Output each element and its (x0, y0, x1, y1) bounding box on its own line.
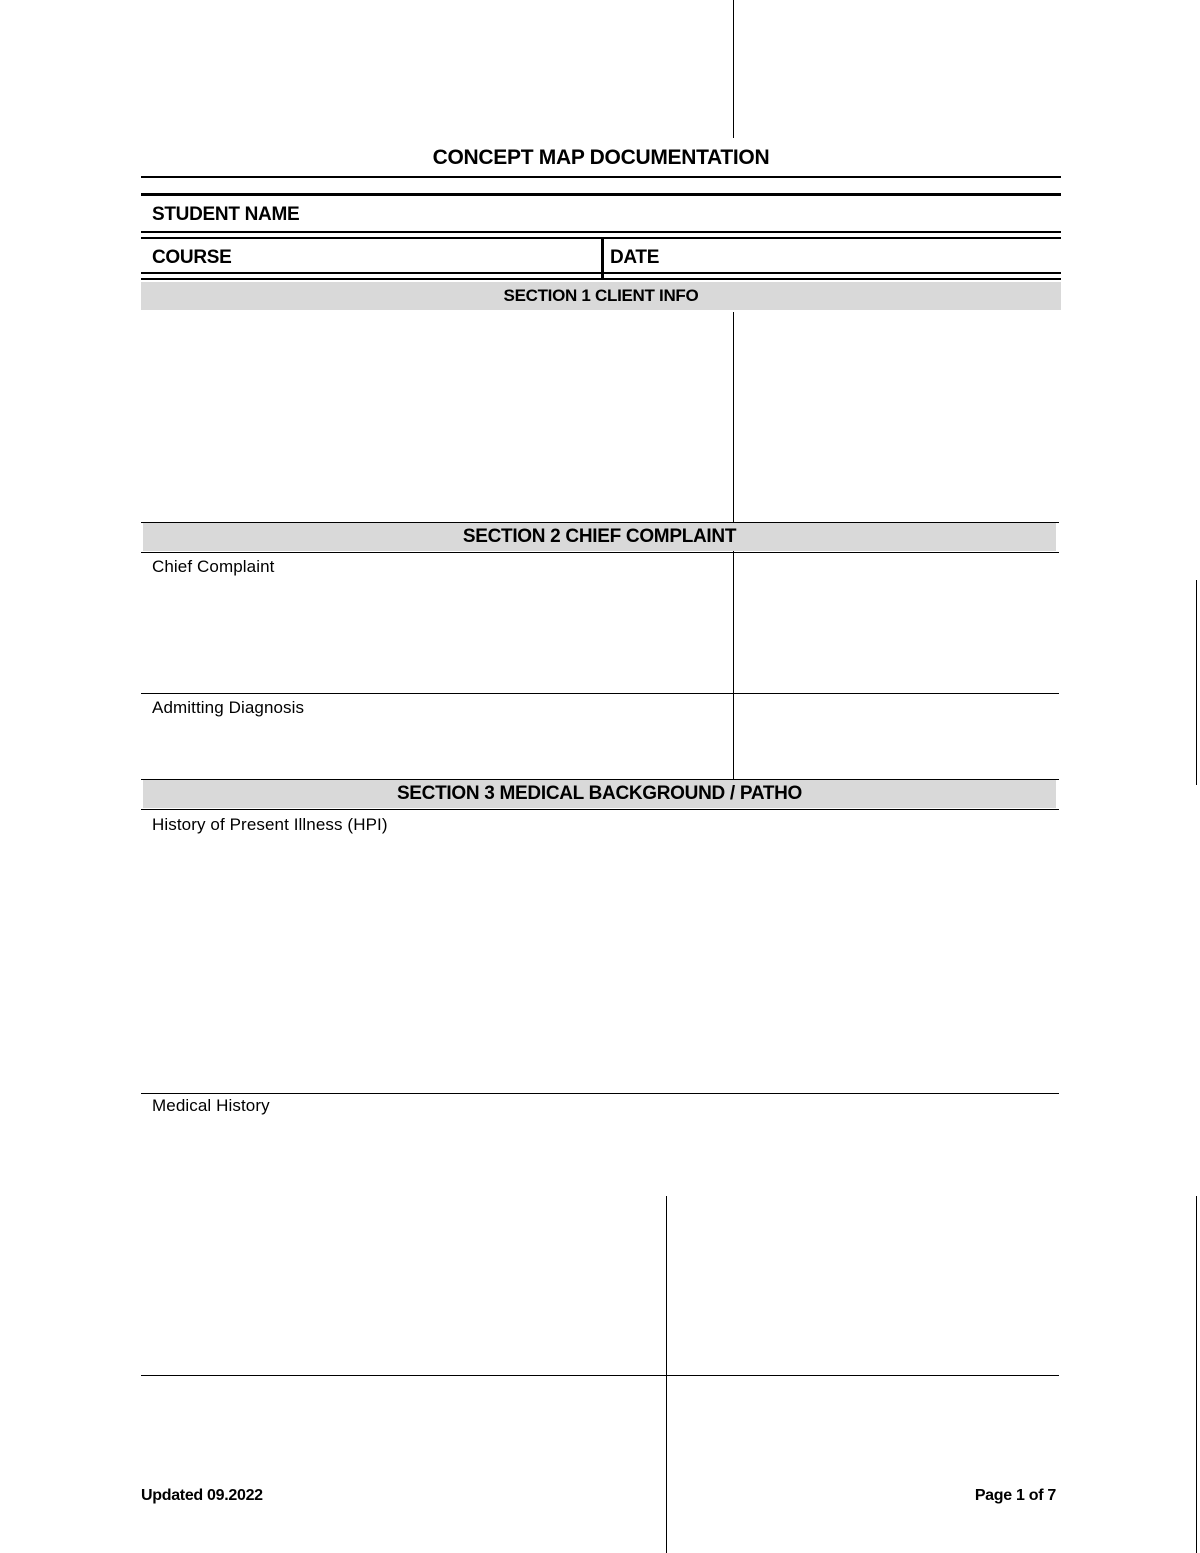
hpi-bottom-rule (141, 1093, 1059, 1094)
chief-complaint-bottom-rule (141, 693, 1059, 694)
student-name-bottom-rule-1 (141, 231, 1061, 233)
course-label: COURSE (152, 247, 232, 268)
course-bottom-rule-2 (141, 278, 1061, 280)
admitting-diagnosis-label: Admitting Diagnosis (152, 698, 305, 717)
section-2-bottom-rule (141, 552, 1059, 553)
section-2-title: SECTION 2 CHIEF COMPLAINT (462, 526, 737, 547)
course-bottom-rule-1 (141, 272, 1061, 274)
footer-updated: Updated 09.2022 (141, 1487, 263, 1504)
medical-history-label: Medical History (152, 1096, 270, 1115)
hpi-label: History of Present Illness (HPI) (152, 815, 388, 834)
section-3-bottom-rule (141, 809, 1059, 810)
section-3-header (143, 780, 1056, 808)
title-rule (141, 176, 1061, 178)
section-3-title: SECTION 3 MEDICAL BACKGROUND / PATHO (396, 783, 803, 804)
footer-page-number: Page 1 of 7 (974, 1487, 1056, 1504)
right-edge-rule-top (1196, 580, 1197, 785)
lower-horizontal-rule (141, 1375, 1059, 1376)
section-2-header (143, 523, 1056, 551)
chief-complaint-label: Chief Complaint (152, 557, 275, 576)
right-edge-rule-bottom (1196, 1196, 1197, 1553)
section-1-header (141, 282, 1061, 310)
top-vertical-rule (733, 0, 734, 138)
date-label: DATE (610, 247, 660, 268)
section-1-title: SECTION 1 CLIENT INFO (503, 286, 699, 305)
student-name-label: STUDENT NAME (152, 204, 300, 225)
page-title: CONCEPT MAP DOCUMENTATION (432, 146, 770, 169)
student-name-top-rule (141, 193, 1061, 196)
